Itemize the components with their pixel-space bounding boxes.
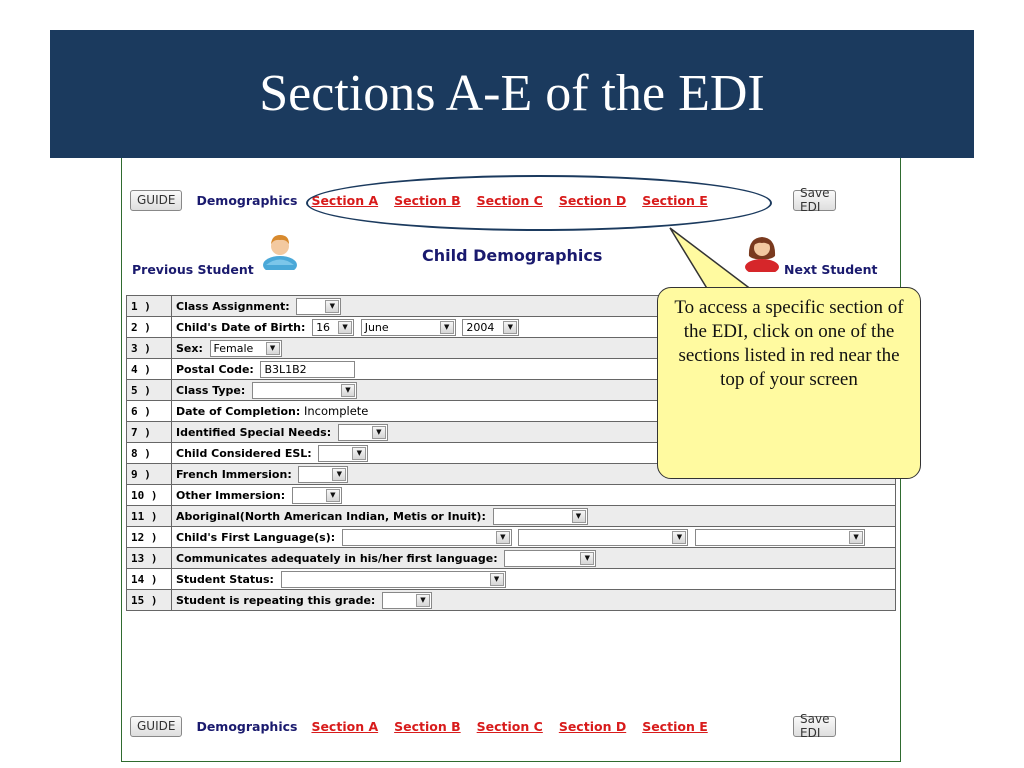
aboriginal-select[interactable]	[493, 508, 588, 525]
sex-label: Sex:	[176, 341, 203, 355]
guide-button[interactable]: GUIDE	[130, 190, 182, 211]
french-immersion-select[interactable]	[298, 466, 348, 483]
bottom-navbar	[130, 712, 830, 740]
dropdown-arrow-icon: ▼	[572, 510, 586, 523]
row-number: 1 )	[127, 296, 172, 317]
student-status-select[interactable]	[281, 571, 506, 588]
nav-section-b-bottom[interactable]: Section B	[394, 718, 461, 734]
row-number: 13 )	[127, 548, 172, 569]
date-of-completion-label: Date of Completion:	[176, 405, 301, 418]
dropdown-arrow-icon: ▼	[266, 342, 280, 355]
sections-highlight-ellipse	[306, 175, 772, 231]
nav-section-a[interactable]: Section A	[311, 192, 379, 208]
nav-section-a-bottom[interactable]: Section A	[311, 718, 379, 734]
other-immersion-select[interactable]	[292, 487, 342, 504]
dropdown-arrow-icon: ▼	[326, 489, 340, 502]
first-language-select-2[interactable]	[518, 529, 688, 546]
dropdown-arrow-icon: ▼	[416, 594, 430, 607]
callout-pointer	[660, 226, 770, 292]
form-row-15	[127, 590, 896, 611]
repeating-grade-label: Student is repeating this grade:	[176, 593, 376, 607]
row-number: 2 )	[127, 317, 172, 338]
nav-demographics[interactable]: Demographics	[196, 192, 298, 208]
dropdown-arrow-icon: ▼	[580, 552, 594, 565]
save-edi-button-bottom[interactable]: Save EDI	[793, 716, 836, 737]
next-student-link[interactable]: Next Student	[784, 262, 878, 277]
row-number: 9 )	[127, 464, 172, 485]
row-number: 10 )	[127, 485, 172, 506]
row-number: 6 )	[127, 401, 172, 422]
nav-demographics-bottom[interactable]: Demographics	[196, 718, 298, 734]
first-language-select-1[interactable]	[342, 529, 512, 546]
row-number: 12 )	[127, 527, 172, 548]
slide-title-banner	[50, 30, 974, 158]
slide-title: Sections A-E of the EDI	[259, 65, 765, 122]
sex-select[interactable]: Female ▼	[210, 340, 282, 357]
dropdown-arrow-icon: ▼	[352, 447, 366, 460]
postal-code-input[interactable]: B3L1B2	[260, 361, 355, 378]
date-of-completion-value: Incomplete	[303, 404, 369, 418]
form-row-13	[127, 548, 896, 569]
dropdown-arrow-icon: ▼	[338, 321, 352, 334]
dropdown-arrow-icon: ▼	[672, 531, 686, 544]
form-row-12	[127, 527, 896, 548]
dropdown-arrow-icon: ▼	[341, 384, 355, 397]
form-row-10	[127, 485, 896, 506]
birth-year-select[interactable]: 2004 ▼	[462, 319, 519, 336]
form-row-11	[127, 506, 896, 527]
callout-text: To access a specific section of the EDI, click on one of the sections listed in red near the top of your screen	[674, 297, 904, 390]
form-row-14	[127, 569, 896, 590]
row-number: 14 )	[127, 569, 172, 590]
nav-section-c[interactable]: Section C	[476, 192, 543, 208]
student-status-label: Student Status:	[176, 572, 274, 586]
dropdown-arrow-icon: ▼	[332, 468, 346, 481]
aboriginal-label: Aboriginal(North American Indian, Metis or Inuit):	[176, 509, 486, 523]
dropdown-arrow-icon: ▼	[372, 426, 386, 439]
class-type-label: Class Type:	[176, 383, 246, 397]
nav-section-d[interactable]: Section D	[558, 192, 627, 208]
postal-code-label: Postal Code:	[176, 362, 254, 376]
class-assignment-label: Class Assignment:	[176, 299, 290, 313]
birth-day-select[interactable]: 16 ▼	[312, 319, 354, 336]
row-number: 5 )	[127, 380, 172, 401]
first-language-select-3[interactable]	[695, 529, 865, 546]
dropdown-arrow-icon: ▼	[440, 321, 454, 334]
instruction-callout	[657, 287, 921, 479]
communicates-label: Communicates adequately in his/her first language:	[176, 551, 498, 565]
nav-section-d-bottom[interactable]: Section D	[558, 718, 627, 734]
row-number: 3 )	[127, 338, 172, 359]
dropdown-arrow-icon: ▼	[496, 531, 510, 544]
birth-month-select[interactable]: June ▼	[361, 319, 456, 336]
nav-section-e[interactable]: Section E	[642, 192, 708, 208]
save-edi-button[interactable]: Save EDI	[793, 190, 836, 211]
dropdown-arrow-icon: ▼	[490, 573, 504, 586]
date-of-birth-label: Child's Date of Birth:	[176, 320, 306, 334]
previous-student-link[interactable]: Previous Student	[132, 262, 254, 277]
first-language-label: Child's First Language(s):	[176, 530, 336, 544]
esl-label: Child Considered ESL:	[176, 446, 312, 460]
french-immersion-label: French Immersion:	[176, 467, 292, 481]
special-needs-select[interactable]	[338, 424, 388, 441]
communicates-select[interactable]	[504, 550, 596, 567]
boy-avatar-icon[interactable]	[262, 232, 298, 270]
row-number: 15 )	[127, 590, 172, 611]
row-number: 4 )	[127, 359, 172, 380]
nav-section-e-bottom[interactable]: Section E	[642, 718, 708, 734]
nav-section-b[interactable]: Section B	[394, 192, 461, 208]
guide-button-bottom[interactable]: GUIDE	[130, 716, 182, 737]
other-immersion-label: Other Immersion:	[176, 488, 286, 502]
row-number: 7 )	[127, 422, 172, 443]
page-title: Child Demographics	[422, 246, 603, 265]
esl-select[interactable]	[318, 445, 368, 462]
row-number: 11 )	[127, 506, 172, 527]
dropdown-arrow-icon: ▼	[325, 300, 339, 313]
nav-section-c-bottom[interactable]: Section C	[476, 718, 543, 734]
dropdown-arrow-icon: ▼	[503, 321, 517, 334]
class-assignment-select[interactable]	[296, 298, 341, 315]
class-type-select[interactable]	[252, 382, 357, 399]
row-number: 8 )	[127, 443, 172, 464]
repeating-grade-select[interactable]	[382, 592, 432, 609]
special-needs-label: Identified Special Needs:	[176, 425, 332, 439]
dropdown-arrow-icon: ▼	[849, 531, 863, 544]
